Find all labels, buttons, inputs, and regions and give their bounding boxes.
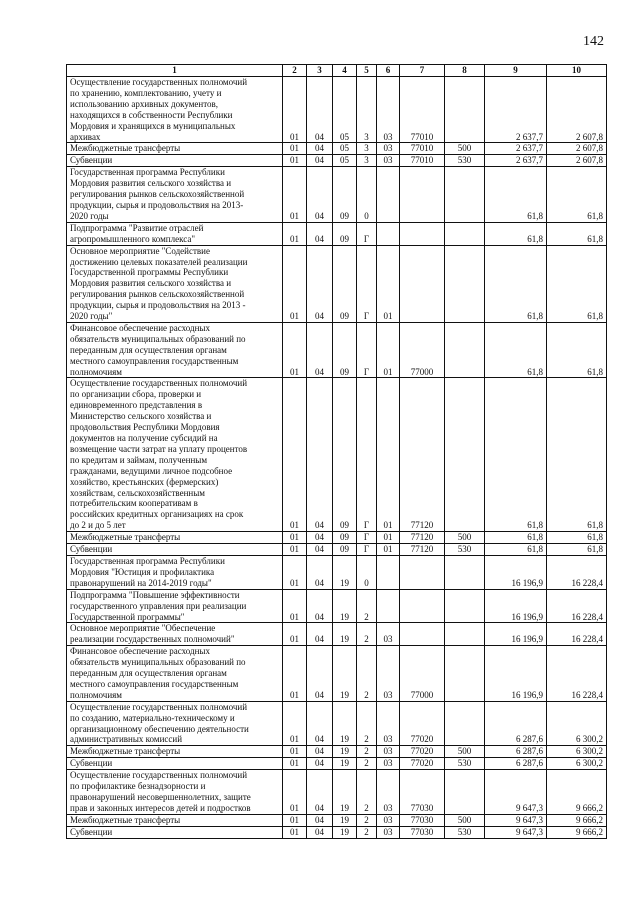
table-row [67, 143, 607, 155]
row-value-cell: Г [357, 532, 377, 544]
row-value-cell: 01 [283, 222, 307, 245]
row-value-cell: 01 [283, 77, 307, 143]
row-value-cell: 04 [307, 245, 333, 322]
row-value-cell: 61,8 [547, 322, 607, 378]
row-value-cell: 09 [333, 544, 357, 556]
row-value-cell: 19 [333, 623, 357, 646]
row-value-cell: 01 [283, 589, 307, 623]
table-row [67, 167, 607, 223]
column-header: 5 [357, 65, 377, 77]
row-value-cell: Г [357, 544, 377, 556]
row-value-cell: 19 [333, 646, 357, 702]
row-value-cell: 04 [307, 322, 333, 378]
row-value-cell: 530 [445, 758, 485, 770]
row-value-cell: 77120 [400, 378, 445, 532]
row-value-cell: Г [357, 222, 377, 245]
row-value-cell [445, 245, 485, 322]
row-name-cell: Осуществление государственных полномочий по организации сбора, проверки и единовременного представления в Министерство сельского хозяйства и продовольствия Республики Мордовия документов на получение субсидий на возмещение части затрат на уплату процентов по кредитам и займам, полученным гражданами, ведущими личное подсобное хозяйство, крестьянских (фермерских) хозяйствам, сельскохозяйственным потребительским кооперативам в российских кредитных организациях на срок до 2 и до 5 лет [67, 378, 283, 532]
table-row [67, 555, 607, 589]
row-value-cell: 19 [333, 758, 357, 770]
row-value-cell: 19 [333, 826, 357, 838]
row-value-cell: 61,8 [547, 245, 607, 322]
row-value-cell: 04 [307, 589, 333, 623]
row-value-cell: 9 647,3 [485, 814, 547, 826]
row-value-cell: 16 196,9 [485, 555, 547, 589]
row-value-cell: 01 [283, 378, 307, 532]
row-value-cell: 04 [307, 758, 333, 770]
row-value-cell: 2 [357, 746, 377, 758]
row-value-cell: 16 228,4 [547, 623, 607, 646]
column-header: 9 [485, 65, 547, 77]
row-value-cell: 0 [357, 555, 377, 589]
column-header: 10 [547, 65, 607, 77]
row-value-cell: 77020 [400, 746, 445, 758]
row-value-cell: 77120 [400, 544, 445, 556]
row-value-cell: 9 647,3 [485, 826, 547, 838]
row-value-cell: 01 [283, 167, 307, 223]
row-value-cell: 05 [333, 77, 357, 143]
row-value-cell: 77010 [400, 143, 445, 155]
row-value-cell: 03 [377, 826, 400, 838]
row-value-cell: 04 [307, 826, 333, 838]
row-value-cell: 77010 [400, 155, 445, 167]
row-value-cell [445, 167, 485, 223]
row-value-cell: 04 [307, 646, 333, 702]
row-value-cell: 61,8 [485, 245, 547, 322]
row-value-cell: 2 637,7 [485, 155, 547, 167]
column-header: 2 [283, 65, 307, 77]
table-row [67, 746, 607, 758]
table-header-row [67, 65, 607, 77]
row-value-cell: 03 [377, 143, 400, 155]
row-value-cell: 9 666,2 [547, 770, 607, 815]
row-value-cell: 19 [333, 589, 357, 623]
row-value-cell: 03 [377, 623, 400, 646]
row-value-cell: 61,8 [485, 544, 547, 556]
row-value-cell: 61,8 [485, 167, 547, 223]
row-value-cell: 01 [283, 826, 307, 838]
row-value-cell: 03 [377, 758, 400, 770]
row-value-cell: 500 [445, 532, 485, 544]
row-value-cell: 61,8 [485, 222, 547, 245]
row-value-cell: 19 [333, 555, 357, 589]
row-value-cell: 77000 [400, 322, 445, 378]
row-value-cell [445, 770, 485, 815]
row-value-cell [400, 245, 445, 322]
row-value-cell: 09 [333, 532, 357, 544]
row-value-cell: 9 666,2 [547, 826, 607, 838]
table-row [67, 155, 607, 167]
row-value-cell: 2 [357, 646, 377, 702]
row-value-cell: 6 300,2 [547, 746, 607, 758]
row-value-cell: 3 [357, 155, 377, 167]
row-value-cell: 04 [307, 155, 333, 167]
row-name-cell: Межбюджетные трансферты [67, 814, 283, 826]
row-value-cell [445, 222, 485, 245]
table-row [67, 322, 607, 378]
row-value-cell: 61,8 [547, 222, 607, 245]
row-value-cell: 01 [283, 646, 307, 702]
row-value-cell: 09 [333, 245, 357, 322]
row-value-cell: 05 [333, 143, 357, 155]
row-value-cell: 16 196,9 [485, 623, 547, 646]
row-value-cell: 01 [377, 532, 400, 544]
row-value-cell: 04 [307, 555, 333, 589]
row-value-cell [445, 322, 485, 378]
row-name-cell: Государственная программа Республики Мордовия развития сельского хозяйства и регулирования рынков сельскохозяйственной продукции, сырья и продовольствия на 2013- 2020 годы [67, 167, 283, 223]
row-value-cell: 16 196,9 [485, 646, 547, 702]
row-value-cell: Г [357, 378, 377, 532]
row-value-cell: 16 196,9 [485, 589, 547, 623]
row-value-cell: 16 228,4 [547, 646, 607, 702]
row-value-cell: 61,8 [485, 532, 547, 544]
table-row [67, 623, 607, 646]
row-value-cell: 04 [307, 167, 333, 223]
row-value-cell: 04 [307, 532, 333, 544]
row-value-cell: 09 [333, 222, 357, 245]
row-value-cell: 19 [333, 814, 357, 826]
row-value-cell: 9 666,2 [547, 814, 607, 826]
row-value-cell: 01 [377, 245, 400, 322]
row-value-cell: 3 [357, 77, 377, 143]
row-name-cell: Осуществление государственных полномочий по хранению, комплектованию, учету и использованию архивных документов, находящихся в собственности Республики Мордовия и хранящихся в муниципальных архивах [67, 77, 283, 143]
row-name-cell: Подпрограмма "Повышение эффективности государственного управления при реализации Государственной программы" [67, 589, 283, 623]
row-value-cell: 01 [377, 322, 400, 378]
row-value-cell: 01 [283, 623, 307, 646]
row-value-cell: 09 [333, 322, 357, 378]
row-value-cell: 03 [377, 746, 400, 758]
row-value-cell: 6 287,6 [485, 758, 547, 770]
row-value-cell [445, 589, 485, 623]
row-value-cell: 61,8 [547, 167, 607, 223]
row-value-cell: 04 [307, 746, 333, 758]
row-value-cell: 03 [377, 701, 400, 746]
row-name-cell: Основное мероприятие "Обеспечение реализации государственных полномочий" [67, 623, 283, 646]
row-value-cell [445, 77, 485, 143]
row-value-cell: 530 [445, 544, 485, 556]
table-row [67, 646, 607, 702]
row-value-cell: 19 [333, 701, 357, 746]
row-value-cell [400, 623, 445, 646]
row-value-cell [377, 167, 400, 223]
column-header: 6 [377, 65, 400, 77]
budget-table [66, 64, 607, 839]
row-value-cell: 01 [283, 532, 307, 544]
row-value-cell: 2 [357, 623, 377, 646]
row-value-cell: 04 [307, 544, 333, 556]
row-name-cell: Подпрограмма "Развитие отраслей агропромышленного комплекса" [67, 222, 283, 245]
row-name-cell: Финансовое обеспечение расходных обязательств муниципальных образований по переданным для осуществления органам местного самоуправления государственным полномочиям [67, 646, 283, 702]
row-value-cell: 16 228,4 [547, 589, 607, 623]
row-value-cell [445, 646, 485, 702]
row-value-cell: 09 [333, 167, 357, 223]
page-number: 142 [583, 34, 604, 49]
row-name-cell: Осуществление государственных полномочий по профилактике безнадзорности и правонарушений несовершеннолетних, защите прав и законных интересов детей и подростков [67, 770, 283, 815]
row-value-cell: 61,8 [547, 544, 607, 556]
row-value-cell: 77030 [400, 770, 445, 815]
row-value-cell [400, 222, 445, 245]
row-value-cell [377, 222, 400, 245]
table-row [67, 245, 607, 322]
row-value-cell: 01 [377, 544, 400, 556]
row-name-cell: Межбюджетные трансферты [67, 532, 283, 544]
row-name-cell: Финансовое обеспечение расходных обязательств муниципальных образований по переданным для осуществления органам местного самоуправления государственным полномочиям [67, 322, 283, 378]
row-value-cell: 61,8 [485, 378, 547, 532]
row-value-cell: 04 [307, 623, 333, 646]
row-name-cell: Субвенции [67, 544, 283, 556]
row-value-cell [400, 589, 445, 623]
row-value-cell: 01 [283, 814, 307, 826]
budget-table-body [67, 65, 607, 839]
row-value-cell: 2 637,7 [485, 143, 547, 155]
row-value-cell: 2 [357, 758, 377, 770]
table-row [67, 222, 607, 245]
row-value-cell: 2 607,8 [547, 77, 607, 143]
column-header: 1 [67, 65, 283, 77]
row-value-cell: 19 [333, 746, 357, 758]
row-value-cell: 500 [445, 746, 485, 758]
table-row [67, 589, 607, 623]
table-row [67, 378, 607, 532]
row-name-cell: Основное мероприятие "Содействие достижению целевых показателей реализации Государственной программы Республики Мордовия развития сельского хозяйства и регулирования рынков сельскохозяйственной продукции, сырья и продовольствия на 2013 - 2020 годы" [67, 245, 283, 322]
row-name-cell: Осуществление государственных полномочий по созданию, материально-техническому и организационному обеспечению деятельности административных комиссий [67, 701, 283, 746]
row-value-cell: 01 [377, 378, 400, 532]
row-value-cell: 2 607,8 [547, 155, 607, 167]
row-value-cell: 01 [283, 701, 307, 746]
row-value-cell: 01 [283, 245, 307, 322]
row-value-cell: 2 607,8 [547, 143, 607, 155]
row-value-cell: 01 [283, 143, 307, 155]
row-value-cell: 0 [357, 167, 377, 223]
row-value-cell: 2 637,7 [485, 77, 547, 143]
row-value-cell: 05 [333, 155, 357, 167]
row-name-cell: Субвенции [67, 826, 283, 838]
row-value-cell: 04 [307, 814, 333, 826]
row-value-cell: 04 [307, 77, 333, 143]
row-value-cell: 500 [445, 143, 485, 155]
row-name-cell: Субвенции [67, 155, 283, 167]
row-value-cell: 77000 [400, 646, 445, 702]
row-value-cell: 01 [283, 758, 307, 770]
row-name-cell: Межбюджетные трансферты [67, 143, 283, 155]
row-value-cell [445, 378, 485, 532]
row-value-cell: Г [357, 322, 377, 378]
row-value-cell: 03 [377, 770, 400, 815]
row-value-cell: 77020 [400, 758, 445, 770]
row-value-cell [377, 555, 400, 589]
row-value-cell: Г [357, 245, 377, 322]
table-row [67, 826, 607, 838]
row-value-cell [400, 555, 445, 589]
row-value-cell: 01 [283, 322, 307, 378]
row-value-cell: 530 [445, 155, 485, 167]
row-value-cell: 03 [377, 77, 400, 143]
table-row [67, 758, 607, 770]
row-value-cell: 77010 [400, 77, 445, 143]
row-value-cell: 77030 [400, 826, 445, 838]
row-value-cell: 01 [283, 544, 307, 556]
column-header: 7 [400, 65, 445, 77]
row-value-cell: 01 [283, 770, 307, 815]
row-value-cell: 61,8 [485, 322, 547, 378]
row-value-cell: 04 [307, 378, 333, 532]
row-value-cell: 77120 [400, 532, 445, 544]
row-value-cell: 04 [307, 222, 333, 245]
row-value-cell [377, 589, 400, 623]
column-header: 3 [307, 65, 333, 77]
row-value-cell: 77020 [400, 701, 445, 746]
row-value-cell: 6 300,2 [547, 758, 607, 770]
row-value-cell: 2 [357, 770, 377, 815]
row-value-cell [400, 167, 445, 223]
row-value-cell: 6 300,2 [547, 701, 607, 746]
row-value-cell [445, 623, 485, 646]
row-value-cell: 2 [357, 814, 377, 826]
row-value-cell [445, 701, 485, 746]
row-value-cell: 03 [377, 646, 400, 702]
row-value-cell: 03 [377, 814, 400, 826]
row-value-cell: 04 [307, 770, 333, 815]
table-row [67, 770, 607, 815]
row-value-cell: 03 [377, 155, 400, 167]
column-header: 8 [445, 65, 485, 77]
table-row [67, 77, 607, 143]
row-value-cell: 77030 [400, 814, 445, 826]
table-row [67, 701, 607, 746]
row-value-cell [445, 555, 485, 589]
row-name-cell: Субвенции [67, 758, 283, 770]
row-value-cell: 09 [333, 378, 357, 532]
row-value-cell: 530 [445, 826, 485, 838]
row-value-cell: 61,8 [547, 532, 607, 544]
row-value-cell: 61,8 [547, 378, 607, 532]
table-row [67, 532, 607, 544]
row-value-cell: 04 [307, 701, 333, 746]
row-name-cell: Государственная программа Республики Мордовия "Юстиция и профилактика правонарушений на 2014-2019 годы" [67, 555, 283, 589]
table-row [67, 814, 607, 826]
table-row [67, 544, 607, 556]
row-value-cell: 01 [283, 746, 307, 758]
row-value-cell: 3 [357, 143, 377, 155]
row-value-cell: 04 [307, 143, 333, 155]
row-value-cell: 2 [357, 826, 377, 838]
row-value-cell: 6 287,6 [485, 701, 547, 746]
row-value-cell: 6 287,6 [485, 746, 547, 758]
row-value-cell: 19 [333, 770, 357, 815]
row-name-cell: Межбюджетные трансферты [67, 746, 283, 758]
row-value-cell: 500 [445, 814, 485, 826]
row-value-cell: 16 228,4 [547, 555, 607, 589]
row-value-cell: 9 647,3 [485, 770, 547, 815]
row-value-cell: 01 [283, 555, 307, 589]
column-header: 4 [333, 65, 357, 77]
row-value-cell: 2 [357, 701, 377, 746]
row-value-cell: 01 [283, 155, 307, 167]
row-value-cell: 2 [357, 589, 377, 623]
